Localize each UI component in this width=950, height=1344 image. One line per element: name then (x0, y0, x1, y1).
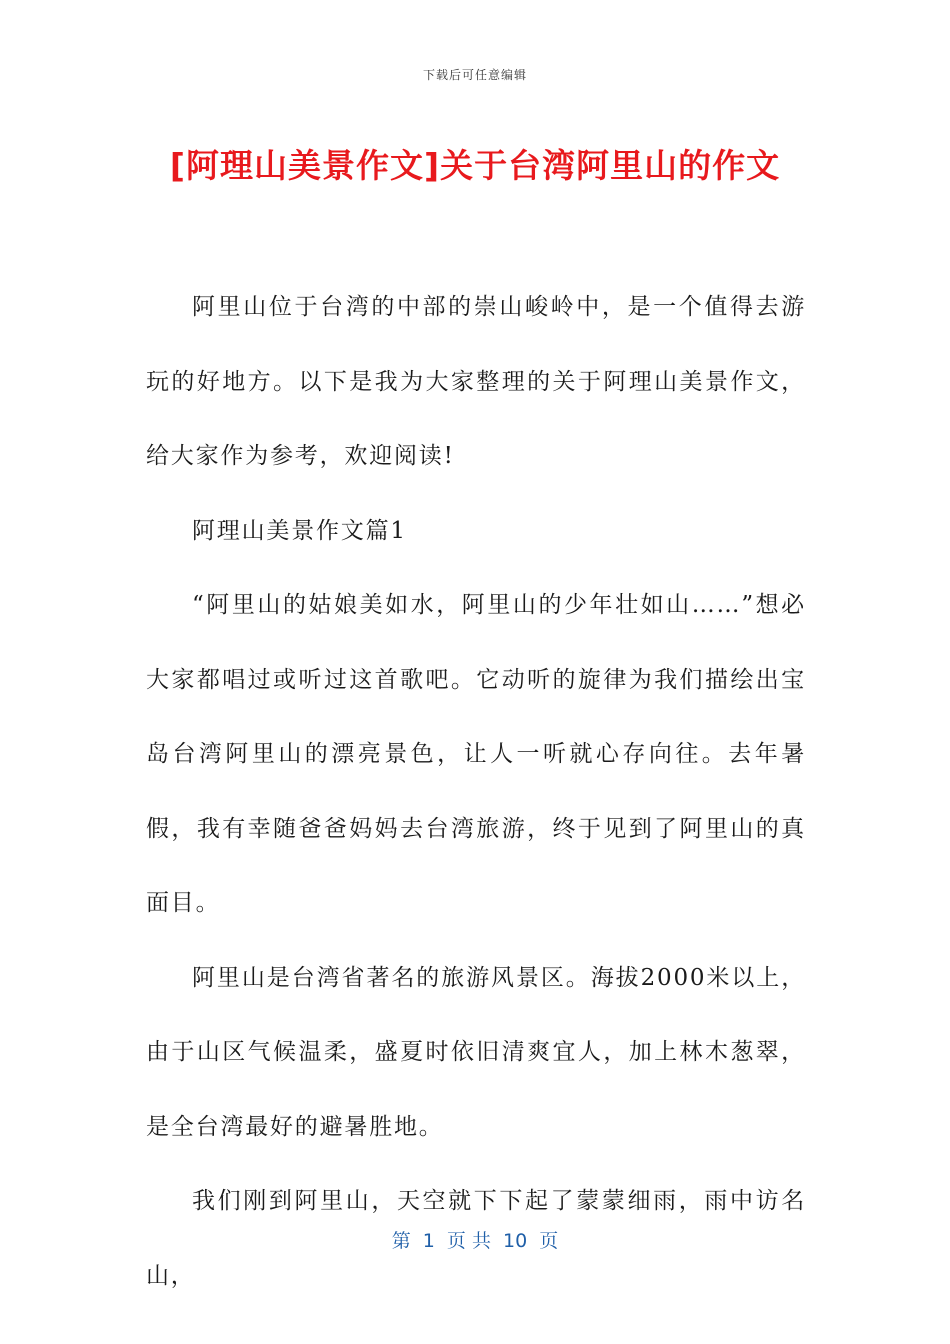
paragraph: “阿里山的姑娘美如水，阿里山的少年壮如山……”想必大家都唱过或听过这首歌吧。它动听的旋律为我们描绘出宝岛台湾阿里山的漂亮景色，让人一听就心存向往。去年暑假，我有幸随爸爸妈妈去台湾旅游，终于见到了阿里山的真面目。 (146, 592, 806, 916)
document-title: [阿理山美景作文]关于台湾阿里山的作文 (169, 146, 781, 185)
document-body (146, 270, 806, 1313)
paragraph: 阿里山是台湾省著名的旅游风景区。海拔2000米以上，由于山区气候温柔，盛夏时依旧清爽宜人，加上林木葱翠，是全台湾最好的避暑胜地。 (146, 964, 806, 1140)
page-number-footer: 第 1 页 共 10 页 (391, 1230, 559, 1252)
paragraph-intro: 阿里山位于台湾的中部的崇山峻岭中，是一个值得去游玩的好地方。以下是我为大家整理的关于阿理山美景作文，给大家作为参考，欢迎阅读! (146, 294, 806, 469)
section-heading: 阿理山美景作文篇1 (192, 517, 407, 544)
paragraph: 我们刚到阿里山，天空就下下起了蒙蒙细雨，雨中访名山， (146, 1188, 806, 1289)
header-note: 下载后可任意编辑 (422, 68, 527, 82)
